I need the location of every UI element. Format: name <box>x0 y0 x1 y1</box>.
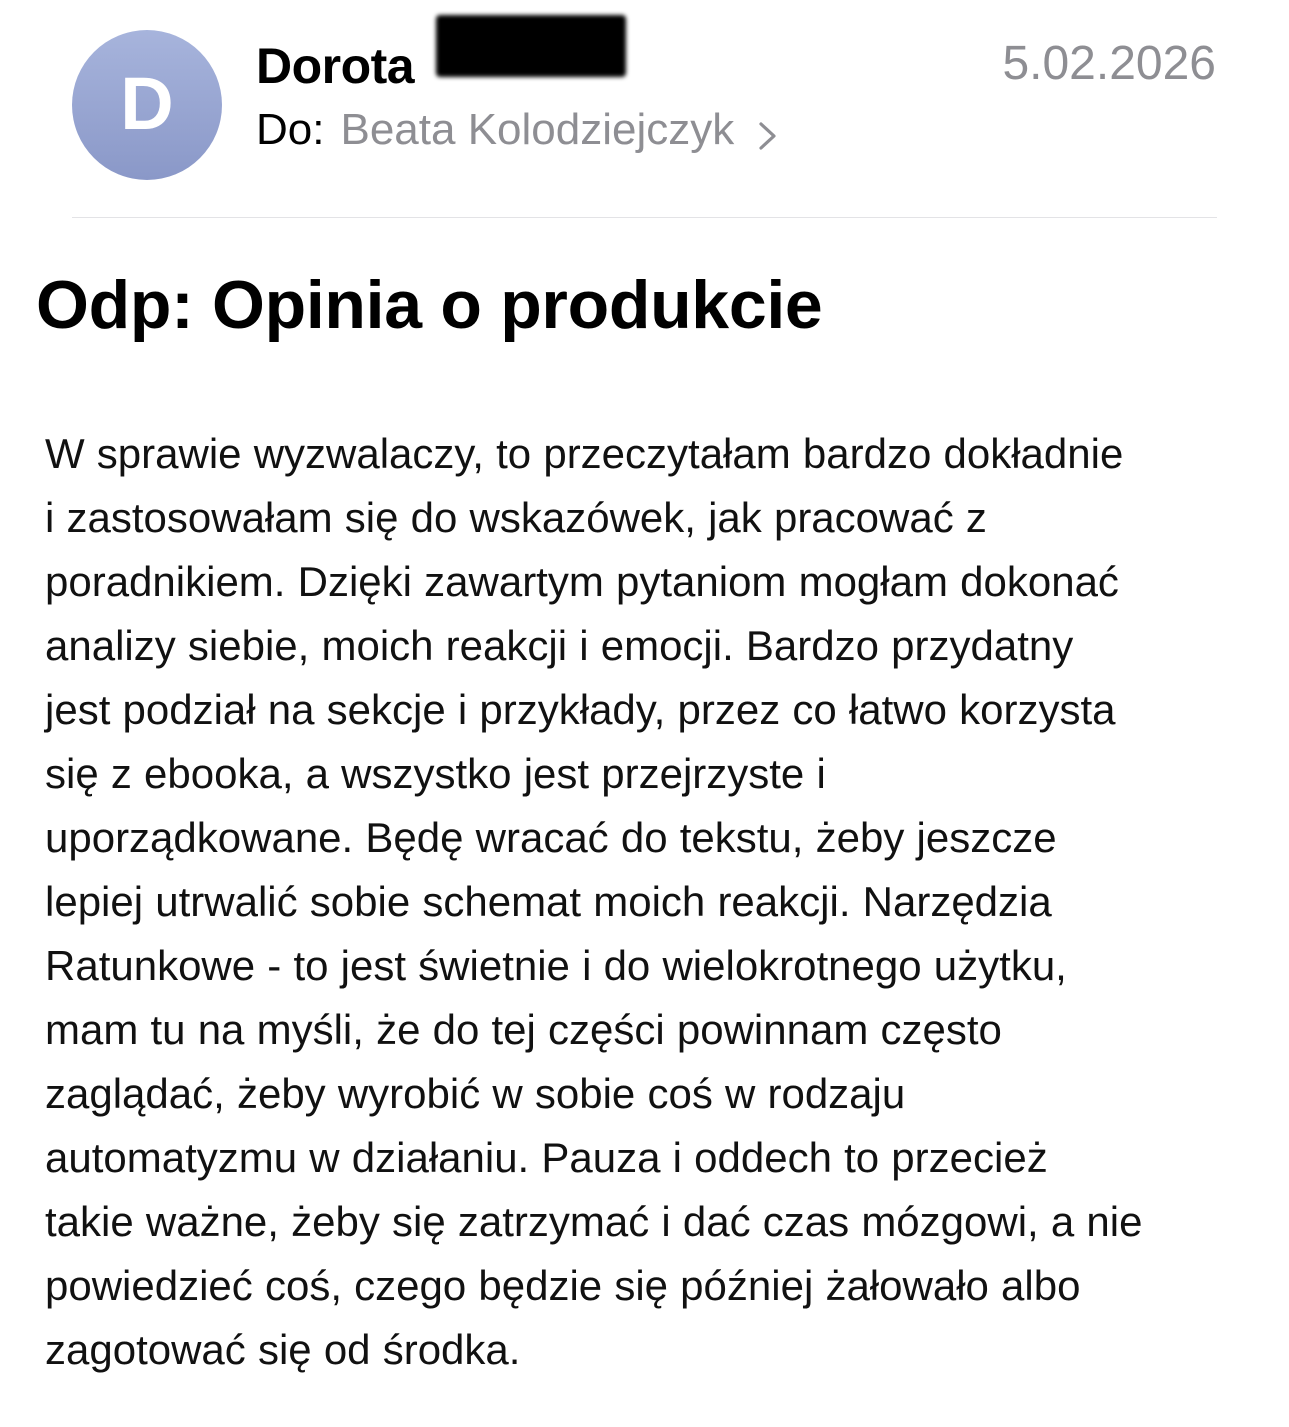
message-date: 5.02.2026 <box>1002 37 1216 90</box>
message-body: W sprawie wyzwalaczy, to przeczytałam bardzo dokładnie i zastosowałam się do wskazówek, jak pracować z poradnikiem. Dzięki zawartym pytaniom mogłam dokonać analizy siebie, moich reakcji i emocji. Bardzo przydatny jest podział na sekcje i przykłady, przez co łatwo korzysta się z ebooka, a wszystko jest przejrzyste i uporządkowane. Będę wracać do tekstu, żeby jeszcze lepiej utrwalić sobie schemat moich reakcji. Narzędzia Ratunkowe - to jest świetnie i do wielokrotnego użytku, mam tu na myśli, że do tej części powinnam często zaglądać, żeby wyrobić w sobie coś w rodzaju automatyzmu w działaniu. Pauza i oddech to przecież takie ważne, żeby się zatrzymać i dać czas mózgowi, a nie powiedzieć coś, czego będzie się później żałowało albo zagotować się od środka. <box>45 430 1143 1373</box>
to-label: Do: <box>256 105 325 154</box>
sender-avatar[interactable] <box>72 30 222 180</box>
avatar-initial: D <box>120 62 174 145</box>
chevron-right-icon[interactable] <box>756 115 780 145</box>
sender-row <box>256 36 626 96</box>
header-divider <box>72 217 1217 218</box>
sender-name[interactable]: Dorota <box>256 38 415 94</box>
redacted-surname-block <box>436 15 626 77</box>
recipient-name[interactable]: Beata Kolodziejczyk <box>340 105 735 154</box>
message-subject: Odp: Opinia o produkcie <box>36 267 823 343</box>
recipient-row[interactable] <box>256 105 780 154</box>
